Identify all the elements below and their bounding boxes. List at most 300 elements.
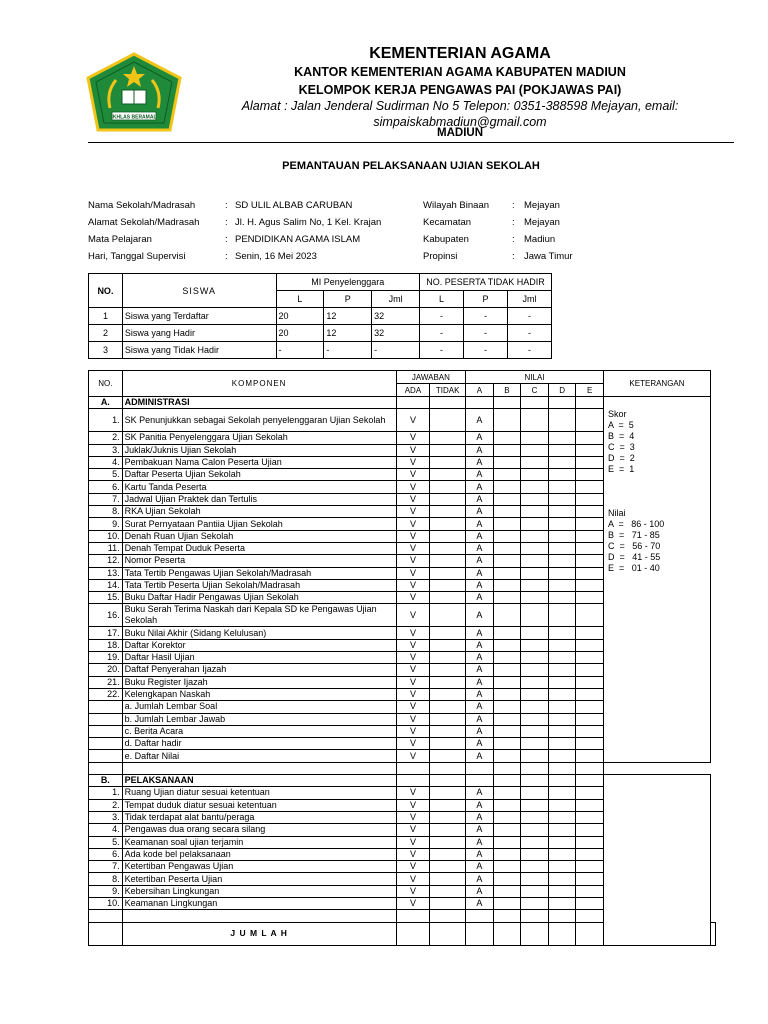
info-label: Kabupaten xyxy=(423,234,469,245)
address-line-1: Alamat : Jalan Jenderal Sudirman No 5 Telepon: 0351-388598 Mejayan, email: xyxy=(241,99,679,113)
row-nilai-empty xyxy=(576,567,604,579)
row-nilai-empty xyxy=(548,701,576,713)
row-ada: V xyxy=(396,456,430,468)
row-ada: V xyxy=(396,664,430,676)
info-right-labels xyxy=(423,197,489,265)
row-tidak xyxy=(430,799,466,811)
row-ada: V xyxy=(396,738,430,750)
info-value: Madiun xyxy=(524,234,556,245)
row-text: Daftaf Penyerahan Ijazah xyxy=(122,664,396,676)
row-tidak xyxy=(430,713,466,725)
header-divider xyxy=(88,142,734,143)
empty-cell xyxy=(396,775,430,787)
row-nilai-empty xyxy=(548,652,576,664)
row-nilai-empty xyxy=(548,469,576,481)
row-nilai-empty xyxy=(548,592,576,604)
row-no: 16. xyxy=(89,604,123,627)
empty-cell xyxy=(466,922,494,945)
row-no: 11. xyxy=(89,542,123,554)
row-nilai-empty xyxy=(521,409,549,432)
row-nilai-a: A xyxy=(466,848,494,860)
row-text: Tata Tertib Peserta Ujian Sekolah/Madrasah xyxy=(122,579,396,591)
row-tidak xyxy=(430,652,466,664)
row-no: 1. xyxy=(89,787,123,799)
empty-cell xyxy=(430,910,466,922)
row-nilai-empty xyxy=(548,444,576,456)
row-tidak xyxy=(430,518,466,530)
empty-cell xyxy=(493,922,521,945)
empty-cell xyxy=(493,397,521,409)
row-nilai-empty xyxy=(493,836,521,848)
row-nilai-empty xyxy=(493,481,521,493)
row-nilai-a: A xyxy=(466,493,494,505)
row-nilai-empty xyxy=(576,688,604,700)
row-ada: V xyxy=(396,555,430,567)
row-text: Ketertiban Peserta Ujian xyxy=(122,873,396,885)
row-nilai-empty xyxy=(548,688,576,700)
row-tidak xyxy=(430,787,466,799)
row-tidak xyxy=(430,579,466,591)
row-text: Nomor Peserta xyxy=(122,555,396,567)
row-nilai-empty xyxy=(548,493,576,505)
row-tidak xyxy=(430,725,466,737)
row-nilai-empty xyxy=(576,493,604,505)
row-nilai-empty xyxy=(493,738,521,750)
row-no: 3. xyxy=(89,444,123,456)
table-row: 3 Siswa yang Tidak Hadir - - - - - - xyxy=(89,342,552,359)
row-ada: V xyxy=(396,885,430,897)
main-header-no: NO. xyxy=(89,371,123,397)
row-nilai-a: A xyxy=(466,897,494,909)
row-nilai-empty xyxy=(493,530,521,542)
skor-item: E = 1 xyxy=(607,464,635,474)
row-nilai-empty xyxy=(521,567,549,579)
row-nilai-a: A xyxy=(466,664,494,676)
row-no: 21. xyxy=(89,676,123,688)
row-ada: V xyxy=(396,897,430,909)
row-nilai-empty xyxy=(493,750,521,762)
row-nilai-empty xyxy=(548,555,576,567)
address xyxy=(190,98,730,130)
row-nilai-empty xyxy=(576,652,604,664)
empty-cell xyxy=(396,922,430,945)
row-nilai-empty xyxy=(548,824,576,836)
row-tidak xyxy=(430,469,466,481)
table-row: 1 Siswa yang Terdaftar 20 12 32 - - - xyxy=(89,308,552,325)
row-nilai-empty xyxy=(493,432,521,444)
row-tidak xyxy=(430,432,466,444)
row-text: Buku Nilai Akhir (Sidang Kelulusan) xyxy=(122,627,396,639)
empty-cell xyxy=(521,910,549,922)
empty-cell xyxy=(430,397,466,409)
jumlah-label: J U M L A H xyxy=(122,922,396,945)
row-nilai-empty xyxy=(576,897,604,909)
row-nilai-empty xyxy=(576,811,604,823)
row-no: 12. xyxy=(89,555,123,567)
row-nilai-empty xyxy=(493,725,521,737)
row-tidak xyxy=(430,873,466,885)
row-tidak xyxy=(430,627,466,639)
empty-cell xyxy=(548,775,576,787)
row-nilai-empty xyxy=(576,579,604,591)
info-value: PENDIDIKAN AGAMA ISLAM xyxy=(235,234,361,245)
row-no: 7. xyxy=(89,861,123,873)
row-text: Jadwal Ujian Praktek dan Tertulis xyxy=(122,493,396,505)
row-text: RKA Ujian Sekolah xyxy=(122,506,396,518)
row-nilai-empty xyxy=(576,555,604,567)
row-nilai-empty xyxy=(548,738,576,750)
row-nilai-a: A xyxy=(466,469,494,481)
row-nilai-empty xyxy=(493,456,521,468)
grade-header: E xyxy=(576,384,604,397)
component-table xyxy=(88,370,716,946)
empty-cell xyxy=(576,397,604,409)
row-nilai-empty xyxy=(493,688,521,700)
row-no xyxy=(89,750,123,762)
logo-motto: IKHLAS BERAMAL xyxy=(111,114,157,121)
empty-cell xyxy=(576,922,604,945)
header-tidak: TIDAK xyxy=(430,384,466,397)
empty-cell xyxy=(430,922,466,945)
row-nilai-empty xyxy=(521,861,549,873)
row-nilai-empty xyxy=(521,592,549,604)
row-text: Kelengkapan Naskah xyxy=(122,688,396,700)
info-label: Propinsi xyxy=(423,251,458,262)
row-no xyxy=(89,701,123,713)
row-nilai-empty xyxy=(521,506,549,518)
row-tidak xyxy=(430,811,466,823)
row-nilai-empty xyxy=(521,836,549,848)
empty-cell xyxy=(548,397,576,409)
row-nilai-empty xyxy=(548,861,576,873)
row-ada: V xyxy=(396,432,430,444)
row-no: 19. xyxy=(89,652,123,664)
row-ada: V xyxy=(396,493,430,505)
row-nilai-empty xyxy=(576,518,604,530)
row-nilai-empty xyxy=(493,897,521,909)
row-tidak xyxy=(430,676,466,688)
row-nilai-empty xyxy=(576,824,604,836)
keterangan-cell xyxy=(603,397,710,763)
row-nilai-a: A xyxy=(466,824,494,836)
row-nilai-empty xyxy=(548,848,576,860)
info-label: Kecamatan xyxy=(423,217,472,228)
row-tidak xyxy=(430,824,466,836)
row-text: a. Jumlah Lembar Soal xyxy=(122,701,396,713)
row-no: 13. xyxy=(89,567,123,579)
row-tidak xyxy=(430,493,466,505)
row-nilai-a: A xyxy=(466,481,494,493)
row-tidak xyxy=(430,542,466,554)
main-header-komponen: KOMPONEN xyxy=(122,371,396,397)
row-tidak xyxy=(430,567,466,579)
row-nilai-a: A xyxy=(466,639,494,651)
empty-cell xyxy=(430,775,466,787)
row-no: 6. xyxy=(89,481,123,493)
row-ada: V xyxy=(396,542,430,554)
row-no: 20. xyxy=(89,664,123,676)
empty-cell xyxy=(521,397,549,409)
row-no: 10. xyxy=(89,897,123,909)
row-nilai-empty xyxy=(493,444,521,456)
row-nilai-empty xyxy=(493,542,521,554)
row-nilai-empty xyxy=(521,579,549,591)
row-nilai-empty xyxy=(521,885,549,897)
row-tidak xyxy=(430,664,466,676)
row-nilai-a: A xyxy=(466,885,494,897)
empty-cell xyxy=(122,910,396,922)
row-tidak xyxy=(430,530,466,542)
row-ada: V xyxy=(396,409,430,432)
kemenag-logo-icon xyxy=(86,52,182,134)
row-no: 5. xyxy=(89,469,123,481)
row-ada: V xyxy=(396,713,430,725)
row-ada: V xyxy=(396,861,430,873)
row-nilai-a: A xyxy=(466,456,494,468)
row-text: Tata Tertib Pengawas Ujian Sekolah/Madrasah xyxy=(122,567,396,579)
main-header-keterangan: KETERANGAN xyxy=(603,371,710,397)
info-value: Jl. H. Agus Salim No, 1 Kel. Krajan xyxy=(235,217,382,228)
row-nilai-a: A xyxy=(466,738,494,750)
row-nilai-empty xyxy=(493,604,521,627)
row-nilai-a: A xyxy=(466,567,494,579)
row-nilai-empty xyxy=(548,799,576,811)
siswa-header-tidak-hadir: NO. PESERTA TIDAK HADIR xyxy=(420,274,552,291)
grade-header: D xyxy=(548,384,576,397)
row-no: 1. xyxy=(89,409,123,432)
row-nilai-empty xyxy=(576,444,604,456)
info-left-labels xyxy=(88,197,199,265)
row-nilai-empty xyxy=(576,627,604,639)
info-left-values xyxy=(235,197,381,265)
row-nilai-a: A xyxy=(466,688,494,700)
row-nilai-empty xyxy=(576,592,604,604)
info-value: Mejayan xyxy=(524,217,560,228)
info-value: Mejayan xyxy=(524,200,560,211)
sub-header: Jml xyxy=(372,291,420,308)
row-tidak xyxy=(430,701,466,713)
row-ada: V xyxy=(396,688,430,700)
row-nilai-empty xyxy=(548,542,576,554)
row-ada: V xyxy=(396,579,430,591)
section-row xyxy=(89,775,716,787)
row-ada: V xyxy=(396,750,430,762)
row-nilai-empty xyxy=(548,579,576,591)
info-label: Hari, Tanggal Supervisi xyxy=(88,251,186,262)
row-nilai-empty xyxy=(548,518,576,530)
row-nilai-empty xyxy=(548,604,576,627)
row-nilai-empty xyxy=(521,542,549,554)
row-tidak xyxy=(430,555,466,567)
row-no: 3. xyxy=(89,811,123,823)
keterangan-empty xyxy=(603,775,710,946)
row-nilai-empty xyxy=(521,432,549,444)
row-tidak xyxy=(430,861,466,873)
empty-cell xyxy=(430,762,466,774)
row-nilai-empty xyxy=(521,811,549,823)
row-ada: V xyxy=(396,836,430,848)
row-ada: V xyxy=(396,530,430,542)
row-nilai-empty xyxy=(521,456,549,468)
row-text: Pembakuan Nama Calon Peserta Ujian xyxy=(122,456,396,468)
row-nilai-empty xyxy=(576,848,604,860)
row-nilai-empty xyxy=(548,567,576,579)
row-text: Denah Ruan Ujian Sekolah xyxy=(122,530,396,542)
row-ada: V xyxy=(396,676,430,688)
row-no: 8. xyxy=(89,506,123,518)
row-no: 4. xyxy=(89,456,123,468)
row-tidak xyxy=(430,848,466,860)
empty-cell xyxy=(548,922,576,945)
row-nilai-a: A xyxy=(466,579,494,591)
row-tidak xyxy=(430,444,466,456)
row-tidak xyxy=(430,481,466,493)
row-text: Tempat duduk diatur sesuai ketentuan xyxy=(122,799,396,811)
row-nilai-empty xyxy=(576,604,604,627)
grade-header: C xyxy=(521,384,549,397)
row-text: SK Panitia Penyelenggara Ujian Sekolah xyxy=(122,432,396,444)
empty-cell xyxy=(89,762,123,774)
row-nilai-empty xyxy=(493,799,521,811)
empty-cell xyxy=(466,762,494,774)
row-nilai-empty xyxy=(521,604,549,627)
row-nilai-empty xyxy=(576,787,604,799)
office-name: KANTOR KEMENTERIAN AGAMA KABUPATEN MADIUN xyxy=(294,65,626,79)
row-text: Buku Daftar Hadir Pengawas Ujian Sekolah xyxy=(122,592,396,604)
row-nilai-empty xyxy=(493,639,521,651)
row-ada: V xyxy=(396,567,430,579)
row-nilai-a: A xyxy=(466,701,494,713)
row-nilai-empty xyxy=(521,824,549,836)
row-no: 18. xyxy=(89,639,123,651)
row-nilai-a: A xyxy=(466,506,494,518)
row-text: Keamanan Lingkungan xyxy=(122,897,396,909)
row-nilai-a: A xyxy=(466,725,494,737)
row-nilai-empty xyxy=(521,469,549,481)
row-nilai-empty xyxy=(548,885,576,897)
row-nilai-empty xyxy=(576,542,604,554)
row-ada: V xyxy=(396,848,430,860)
section-title: PELAKSANAAN xyxy=(122,775,396,787)
row-no: 9. xyxy=(89,885,123,897)
row-nilai-empty xyxy=(576,738,604,750)
empty-cell xyxy=(548,910,576,922)
row-nilai-empty xyxy=(576,701,604,713)
address-line-2[interactable]: simpaiskabmadiun@gmail.com xyxy=(373,115,547,129)
row-text: b. Jumlah Lembar Jawab xyxy=(122,713,396,725)
row-nilai-empty xyxy=(521,639,549,651)
row-nilai-empty xyxy=(576,725,604,737)
info-right-values xyxy=(524,197,573,265)
row-nilai-empty xyxy=(576,750,604,762)
row-nilai-empty xyxy=(493,567,521,579)
row-nilai-a: A xyxy=(466,861,494,873)
row-no xyxy=(89,713,123,725)
row-nilai-empty xyxy=(576,664,604,676)
row-ada: V xyxy=(396,592,430,604)
row-nilai-a: A xyxy=(466,542,494,554)
row-text: Daftar Korektor xyxy=(122,639,396,651)
row-nilai-empty xyxy=(548,409,576,432)
row-ada: V xyxy=(396,604,430,627)
row-nilai-empty xyxy=(493,652,521,664)
row-nilai-empty xyxy=(548,713,576,725)
row-text: Buku Serah Terima Naskah dari Kepala SD ke Pengawas Ujian Sekolah xyxy=(122,604,396,627)
row-nilai-empty xyxy=(576,836,604,848)
row-text: Denah Tempat Duduk Peserta xyxy=(122,542,396,554)
section-no: B. xyxy=(89,775,123,787)
info-left-colons: : : : : xyxy=(225,200,228,262)
row-text: Ketertiban Pengawas Ujian xyxy=(122,861,396,873)
row-nilai-empty xyxy=(493,848,521,860)
sub-header: P xyxy=(324,291,372,308)
info-value: SD ULIL ALBAB CARUBAN xyxy=(235,200,353,211)
row-nilai-a: A xyxy=(466,799,494,811)
info-label: Alamat Sekolah/Madrasah xyxy=(88,217,200,228)
row-no: 4. xyxy=(89,824,123,836)
row-nilai-empty xyxy=(576,506,604,518)
row-no: 22. xyxy=(89,688,123,700)
empty-cell xyxy=(89,910,123,922)
section-title: ADMINISTRASI xyxy=(122,397,396,409)
skor-item: C = 3 xyxy=(607,442,635,452)
siswa-header-no: NO. xyxy=(89,274,123,308)
row-ada: V xyxy=(396,444,430,456)
row-text: Pengawas dua orang secara silang xyxy=(122,824,396,836)
row-nilai-empty xyxy=(493,713,521,725)
row-nilai-a: A xyxy=(466,409,494,432)
row-nilai-empty xyxy=(493,676,521,688)
row-nilai-empty xyxy=(521,738,549,750)
row-nilai-a: A xyxy=(466,750,494,762)
row-no xyxy=(89,725,123,737)
empty-cell xyxy=(521,762,549,774)
row-nilai-a: A xyxy=(466,811,494,823)
empty-cell xyxy=(89,922,123,945)
row-no: 8. xyxy=(89,873,123,885)
row-no: 10. xyxy=(89,530,123,542)
empty-cell xyxy=(548,762,576,774)
doc-title: PEMANTAUAN PELAKSANAAN UJIAN SEKOLAH xyxy=(282,160,540,172)
row-tidak xyxy=(430,409,466,432)
nilai-item: E = 01 - 40 xyxy=(607,563,660,573)
row-nilai-empty xyxy=(493,885,521,897)
row-tidak xyxy=(430,750,466,762)
row-nilai-empty xyxy=(548,676,576,688)
empty-cell xyxy=(576,775,604,787)
empty-cell xyxy=(396,762,430,774)
row-nilai-empty xyxy=(576,639,604,651)
row-nilai-empty xyxy=(576,409,604,432)
header-ada: ADA xyxy=(396,384,430,397)
row-ada: V xyxy=(396,481,430,493)
row-nilai-empty xyxy=(493,493,521,505)
row-ada: V xyxy=(396,627,430,639)
row-nilai-empty xyxy=(521,713,549,725)
row-tidak xyxy=(430,688,466,700)
nilai-item: A = 86 - 100 xyxy=(607,519,665,529)
row-nilai-empty xyxy=(576,885,604,897)
row-nilai-empty xyxy=(548,811,576,823)
row-text: Keamanan soal ujian terjamin xyxy=(122,836,396,848)
row-nilai-empty xyxy=(576,432,604,444)
row-nilai-empty xyxy=(493,518,521,530)
row-nilai-empty xyxy=(521,701,549,713)
row-nilai-empty xyxy=(493,469,521,481)
row-nilai-empty xyxy=(576,799,604,811)
row-ada: V xyxy=(396,469,430,481)
row-nilai-empty xyxy=(548,873,576,885)
